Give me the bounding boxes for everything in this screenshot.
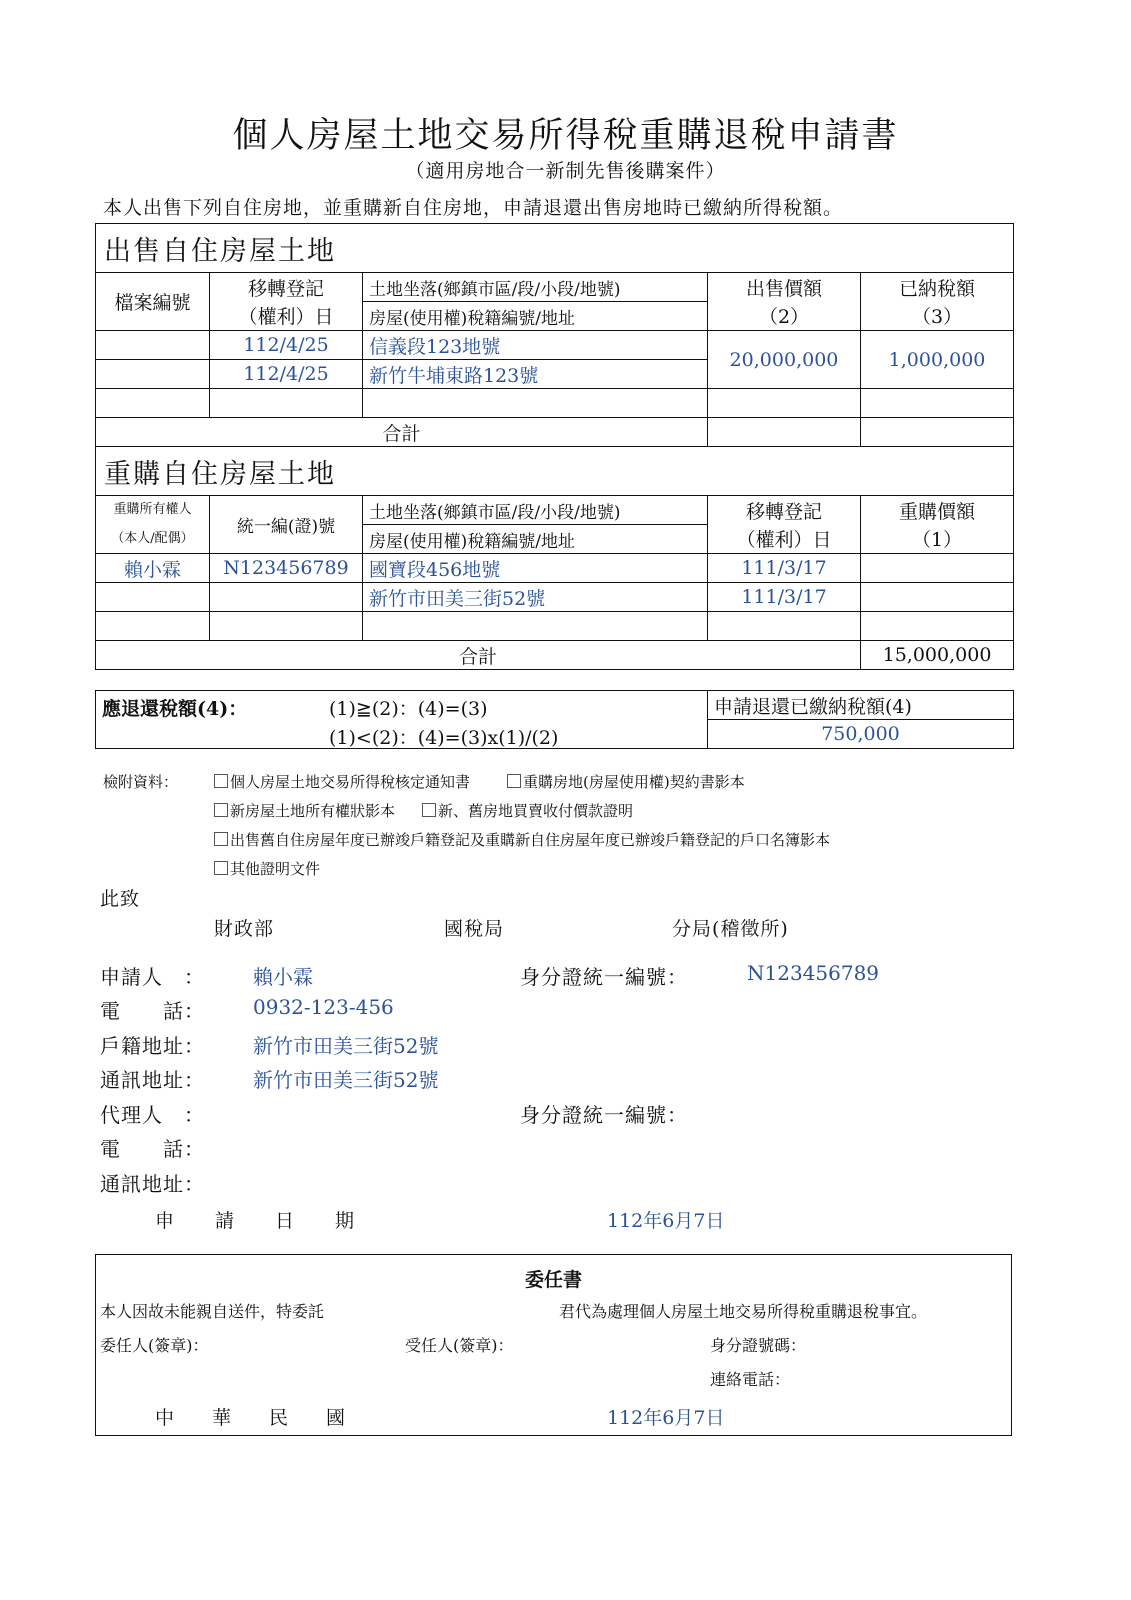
rebuy-empty-cell[interactable]: [708, 612, 861, 641]
attachment-item[interactable]: [214, 800, 395, 821]
application-date[interactable]: 112年6月7日: [607, 1210, 725, 1232]
col-file-number: 檔案編號: [96, 273, 210, 331]
attachment-label: 新房屋土地所有權狀影本: [230, 802, 396, 820]
rebuy-empty-cell[interactable]: [363, 612, 708, 641]
sale-tax-value[interactable]: 1,000,000: [861, 331, 1014, 389]
sale-price-value[interactable]: 20,000,000: [708, 331, 861, 389]
rebuy-row2-id[interactable]: [210, 583, 363, 612]
refund-amount[interactable]: 750,000: [708, 720, 1014, 749]
mailing-address-label: 通訊地址：: [100, 1068, 205, 1092]
applicant-id-label: 身分證統一編號：: [520, 965, 688, 989]
household-address-label: 戶籍地址：: [100, 1034, 205, 1058]
attachment-label: 出售舊自住房屋年度已辦竣戶籍登記及重購新自住房屋年度已辦竣戶籍登記的戶口名簿影本: [230, 831, 831, 849]
rebuy-empty-cell[interactable]: [96, 612, 210, 641]
bureau-label: 國稅局: [444, 918, 505, 940]
checkbox[interactable]: [422, 803, 436, 817]
attachment-item[interactable]: [214, 829, 830, 850]
agent-id-label: 身分證統一編號：: [520, 1103, 688, 1127]
col-house-tax-id: 房屋(使用權)稅籍編號/地址: [363, 302, 708, 331]
col-house-tax-id: 房屋(使用權)稅籍編號/地址: [363, 525, 708, 554]
rebuy-row2-price[interactable]: [861, 583, 1014, 612]
rebuy-row1-price[interactable]: [861, 554, 1014, 583]
rebuy-row2-owner[interactable]: [96, 583, 210, 612]
agent-mail-label: 通訊地址：: [100, 1172, 205, 1196]
attachment-item[interactable]: [422, 800, 633, 821]
sale-file-cell[interactable]: [96, 360, 210, 389]
salutation: 此致: [100, 888, 141, 910]
agent-label: 代理人 ：: [100, 1103, 205, 1127]
sale-row1-date[interactable]: 112/4/25: [210, 331, 363, 360]
attachment-label: 重購房地(房屋使用權)契約書影本: [523, 773, 745, 791]
col-transfer-line1: 移轉登記: [708, 496, 861, 525]
agent-phone-label: 電 話：: [100, 1137, 205, 1161]
sale-empty-cell[interactable]: [210, 389, 363, 418]
sale-total-label: 合計: [96, 418, 708, 447]
checkbox[interactable]: [507, 774, 521, 788]
intro-text: 本人出售下列自住房地，並重購新自住房地，申請退還出售房地時已繳納所得稅額。: [103, 197, 844, 219]
sale-row2-location[interactable]: 新竹牛埔東路123號: [363, 360, 708, 389]
refund-label: 應退還稅額(4)：: [102, 698, 248, 720]
attachment-item[interactable]: [214, 771, 470, 792]
page-subtitle: （適用房地合一新制先售後購案件）: [405, 160, 726, 182]
mandate-box: [95, 1254, 1012, 1436]
col-rebuy-price-line2: （1）: [861, 525, 1014, 554]
household-address-value[interactable]: 新竹市田美三街52號: [253, 1034, 439, 1058]
col-transfer-line1: 移轉登記: [210, 273, 363, 302]
col-land-location: 土地坐落(鄉鎮市區/段/小段/地號): [363, 273, 708, 302]
refund-table: [95, 690, 1014, 749]
refund-rule-1: (1)≧(2)：(4)=(3): [329, 698, 488, 720]
roc-label: 中 華 民 國: [155, 1407, 346, 1429]
col-land-location: 土地坐落(鄉鎮市區/段/小段/地號): [363, 496, 708, 525]
sale-file-cell[interactable]: [96, 331, 210, 360]
sale-row1-location[interactable]: 信義段123地號: [363, 331, 708, 360]
agent-signature-label: 受任人(簽章)：: [405, 1336, 514, 1355]
applicant-name[interactable]: 賴小霖: [253, 965, 313, 989]
mandate-contact-label: 連絡電話：: [710, 1370, 791, 1389]
refund-rule-cell: [96, 691, 708, 749]
attachment-label: 新、舊房地買賣收付價款證明: [438, 802, 634, 820]
checkbox[interactable]: [214, 774, 228, 788]
attachment-item[interactable]: [214, 858, 320, 879]
rebuy-total-value[interactable]: 15,000,000: [861, 641, 1014, 670]
col-owner-line1: 重購所有權人: [96, 496, 210, 525]
phone-value[interactable]: 0932-123-456: [253, 995, 394, 1019]
rebuy-row1-owner[interactable]: 賴小霖: [96, 554, 210, 583]
rebuy-row1-date[interactable]: 111/3/17: [708, 554, 861, 583]
principal-signature-label: 委任人(簽章)：: [100, 1336, 209, 1355]
col-rebuy-price-line1: 重購價額: [861, 496, 1014, 525]
mandate-date[interactable]: 112年6月7日: [607, 1407, 725, 1429]
refund-rule-2: (1)<(2)：(4)=(3)x(1)/(2): [329, 727, 559, 749]
sale-empty-cell[interactable]: [96, 389, 210, 418]
main-table: [95, 223, 1014, 670]
attachment-item[interactable]: [507, 771, 745, 792]
rebuy-heading: 重購自住房屋土地: [96, 447, 1014, 496]
checkbox[interactable]: [214, 861, 228, 875]
applicant-label: 申請人 ：: [100, 965, 205, 989]
checkbox[interactable]: [214, 832, 228, 846]
col-id-number: 統一編(證)號: [210, 496, 363, 554]
attachments-label: 檢附資料：: [103, 773, 179, 791]
attachment-label: 個人房屋土地交易所得稅核定通知書: [230, 773, 471, 791]
sale-heading: 出售自住房屋土地: [96, 224, 1014, 273]
sale-empty-cell[interactable]: [363, 389, 708, 418]
mandate-title: 委任書: [524, 1269, 582, 1291]
rebuy-total-label: 合計: [96, 641, 861, 670]
checkbox[interactable]: [214, 803, 228, 817]
col-sale-price-line1: 出售價額: [708, 273, 861, 302]
applicant-id[interactable]: N123456789: [747, 961, 880, 985]
sale-empty-cell[interactable]: [861, 389, 1014, 418]
col-transfer-line2: （權利）日: [210, 302, 363, 331]
application-date-label: 申 請 日 期: [155, 1210, 356, 1232]
col-tax-paid-line2: （3）: [861, 302, 1014, 331]
rebuy-empty-cell[interactable]: [210, 612, 363, 641]
col-owner-line2: （本人/配偶）: [96, 525, 210, 554]
sale-row2-date[interactable]: 112/4/25: [210, 360, 363, 389]
phone-label: 電 話：: [100, 999, 205, 1023]
mandate-id-label: 身分證號碼：: [710, 1336, 807, 1355]
attachment-label: 其他證明文件: [230, 860, 321, 878]
ministry-label: 財政部: [214, 918, 275, 940]
page-title: 個人房屋土地交易所得稅重購退稅申請書: [232, 116, 899, 156]
rebuy-row2-location[interactable]: 新竹市田美三街52號: [363, 583, 708, 612]
col-transfer-line2: （權利）日: [708, 525, 861, 554]
mandate-text-left: 本人因故未能親自送件，特委託: [100, 1302, 325, 1321]
refund-apply-label: 申請退還已繳納稅額(4): [708, 691, 1014, 720]
sale-empty-cell[interactable]: [708, 389, 861, 418]
mandate-text-right: 君代為處理個人房屋土地交易所得稅重購退稅事宜。: [559, 1302, 928, 1321]
sale-total-price[interactable]: [708, 418, 861, 447]
sale-total-tax[interactable]: [861, 418, 1014, 447]
rebuy-empty-cell[interactable]: [861, 612, 1014, 641]
branch-label: 分局(稽徵所): [672, 918, 789, 940]
col-tax-paid-line1: 已納稅額: [861, 273, 1014, 302]
rebuy-row2-date[interactable]: 111/3/17: [708, 583, 861, 612]
rebuy-row1-location[interactable]: 國寶段456地號: [363, 554, 708, 583]
col-sale-price-line2: （2）: [708, 302, 861, 331]
rebuy-row1-id[interactable]: N123456789: [210, 554, 363, 583]
mailing-address-value[interactable]: 新竹市田美三街52號: [253, 1068, 439, 1092]
